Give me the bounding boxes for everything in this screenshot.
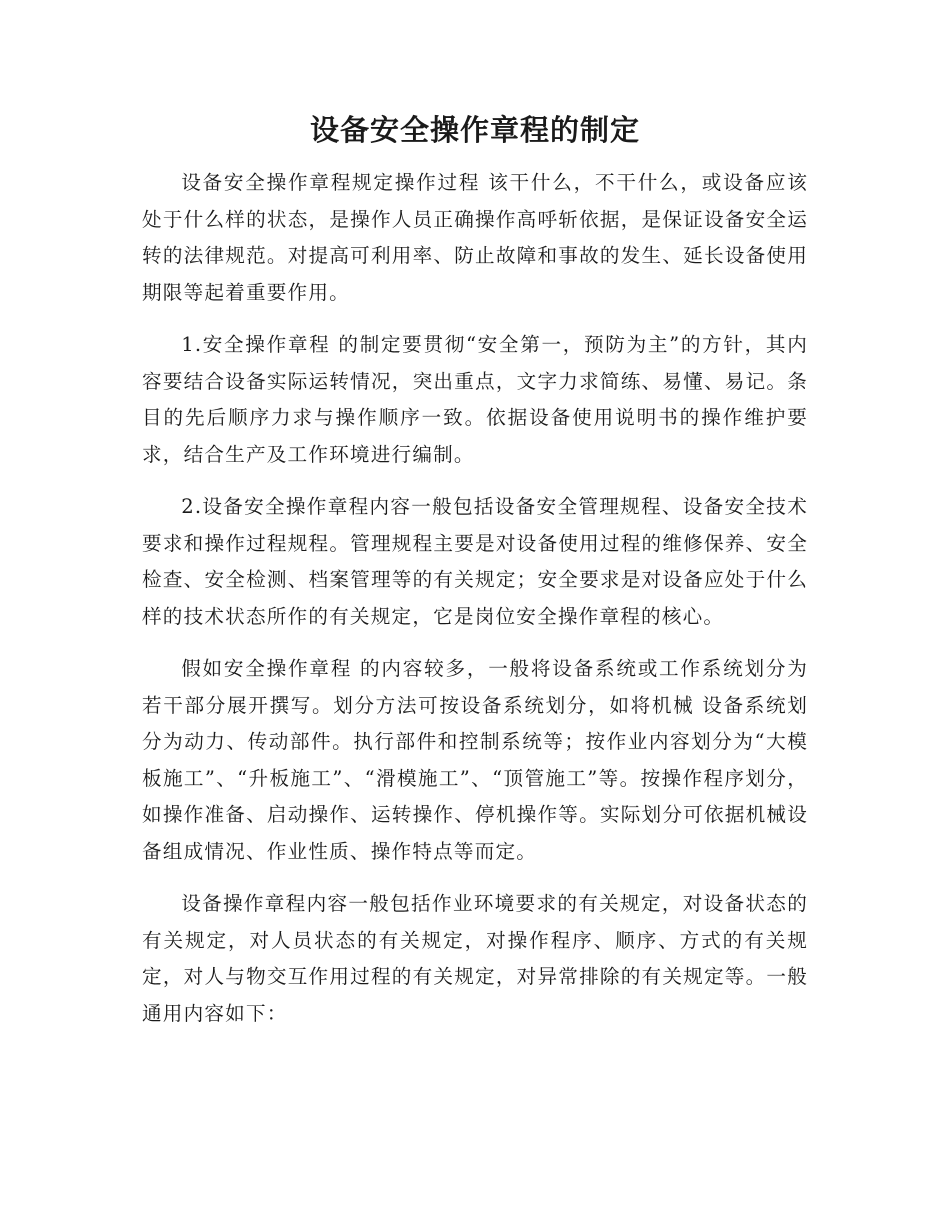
paragraph-item-1: 1.安全操作章程 的制定要贯彻“安全第一，预防为主”的方针，其内容要结合设备实际运转情况，突出重点，文字力求简练、易懂、易记。条目的先后顺序力求与操作顺序一致。依据设备使用说明书的操作维护要求，结合生产及工作环境进行编制。 bbox=[142, 333, 808, 466]
paragraph-content: 设备操作章程内容一般包括作业环境要求的有关规定，对设备状态的有关规定，对人员状态的有关规定，对操作程序、顺序、方式的有关规定，对人与物交互作用过程的有关规定，对异常排除的有关规定等。一般通用内容如下： bbox=[142, 892, 808, 1025]
paragraph-intro: 设备安全操作章程规定操作过程 该干什么，不干什么，或设备应该处于什么样的状态，是操作人员正确操作高呼斩依据，是保证设备安全运转的法律规范。对提高可利用率、防止故障和事故的发生、延长设备使用期限等起着重要作用。 bbox=[142, 171, 808, 304]
document-body bbox=[142, 165, 808, 1048]
paragraph-item-2: 2.设备安全操作章程内容一般包括设备安全管理规程、设备安全技术要求和操作过程规程。管理规程主要是对设备使用过程的维修保养、安全检查、安全检测、档案管理等的有关规定；安全要求是对设备应处于什么样的技术状态所作的有关规定，它是岗位安全操作章程的核心。 bbox=[142, 495, 808, 628]
document-title: 设备安全操作章程的制定 bbox=[309, 113, 640, 147]
paragraph-division: 假如安全操作章程 的内容较多，一般将设备系统或工作系统划分为若干部分展开撰写。划分方法可按设备系统划分，如将机械 设备系统划分为动力、传动部件。执行部件和控制系统等；按作业内容划分为“大模板施工”、“升板施工”、“滑模施工”、“顶管施工”等。按操作程序划分，如操作准备、启动操作、运转操作、停机操作等。实际划分可依据机械设备组成情况、作业性质、操作特点等而定。 bbox=[142, 657, 808, 863]
